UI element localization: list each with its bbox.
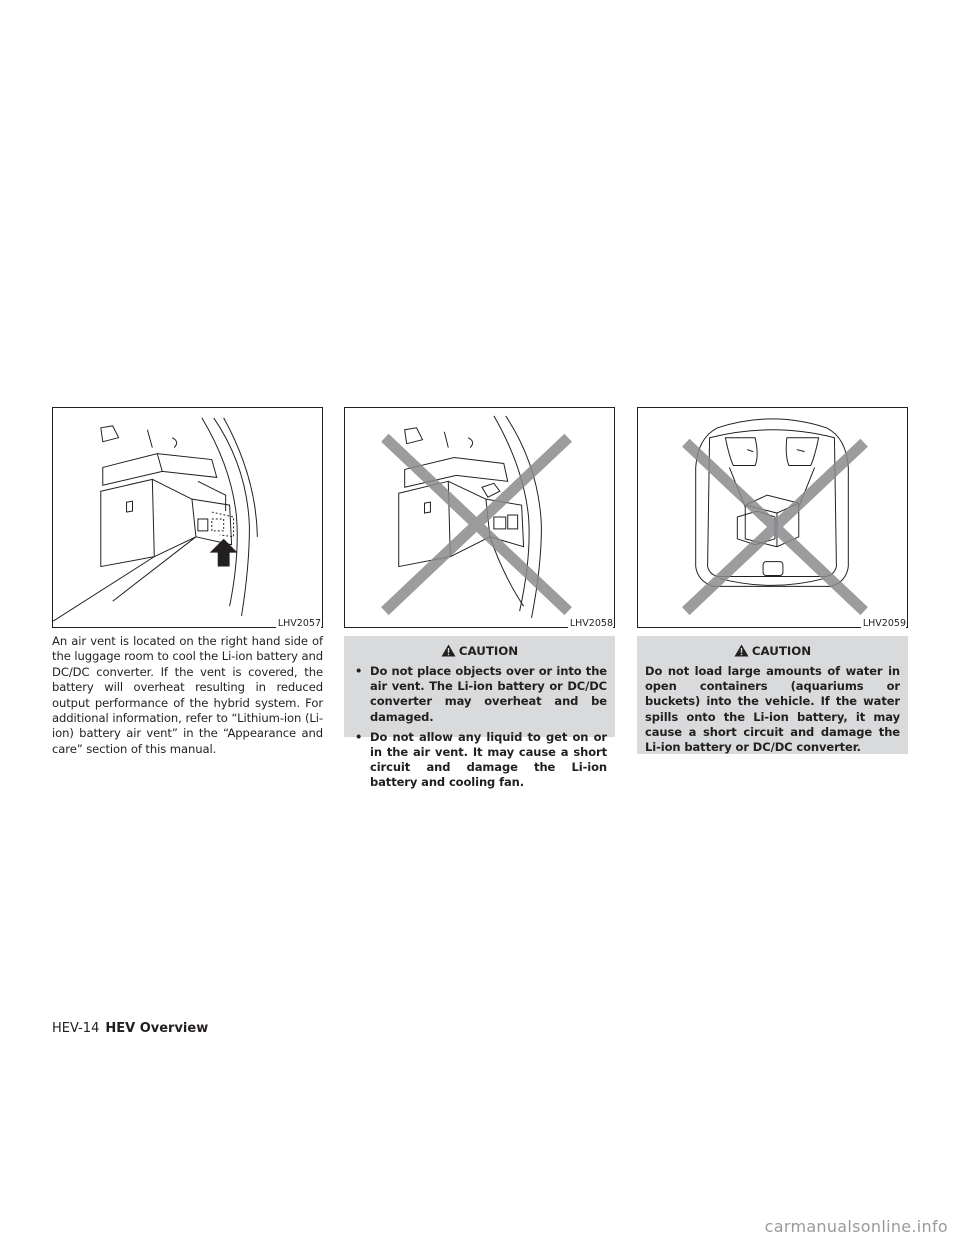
caution-heading-label: CAUTION — [458, 644, 519, 658]
vehicle-topview-illustration — [638, 408, 907, 627]
page-number: HEV-14 — [52, 1021, 100, 1036]
caution-box-water — [637, 636, 908, 754]
luggage-room-illustration — [53, 408, 322, 627]
warning-triangle-icon — [441, 644, 456, 657]
caution-item: • Do not place objects over or into the air vent. The Li-ion battery or DC/DC converter may overheat and be damaged. — [352, 664, 607, 725]
figure-code: LHV2059 — [862, 618, 906, 629]
figure-air-vent-location — [52, 407, 323, 628]
figure-code: LHV2058 — [569, 618, 613, 629]
caution-item: • Do not allow any liquid to get on or in the air vent. It may cause a short circuit and damage the Li-ion battery and cooling fan. — [352, 730, 607, 791]
watermark: carmanualsonline.info — [764, 1217, 948, 1236]
caution-heading-label: CAUTION — [751, 644, 812, 658]
body-paragraph: An air vent is located on the right hand side of the luggage room to cool the Li-ion battery and DC/DC converter. If the vent is covered, the battery will overheat resulting in reduced output performance of the hybrid system. For additional information, refer to “Lithium-ion (Li-ion) battery air vent” in the “Appearance and care” section of this manual. — [52, 634, 323, 756]
prohibited-cross-icon — [385, 438, 568, 611]
caution-heading — [352, 644, 607, 658]
prohibited-cross-icon — [686, 443, 864, 611]
figure-water-container-prohibited — [637, 407, 908, 628]
caution-text: Do not load large amounts of water in open containers (aquariums or buckets) into the vehicle. If the water spills onto the Li-ion battery, it may cause a short circuit and damage the Li-ion battery or DC/DC converter. — [645, 664, 900, 755]
caution-box-vent — [344, 636, 615, 790]
page-footer — [52, 1021, 208, 1037]
figure-code: LHV2057 — [277, 618, 321, 629]
figure-vent-blocked-prohibited — [344, 407, 615, 628]
vent-blocked-illustration — [345, 408, 614, 627]
warning-triangle-icon — [734, 644, 749, 657]
caution-heading — [645, 644, 900, 658]
arrow-up-icon — [210, 539, 238, 567]
section-title: HEV Overview — [105, 1021, 209, 1036]
caution-list — [352, 664, 607, 791]
